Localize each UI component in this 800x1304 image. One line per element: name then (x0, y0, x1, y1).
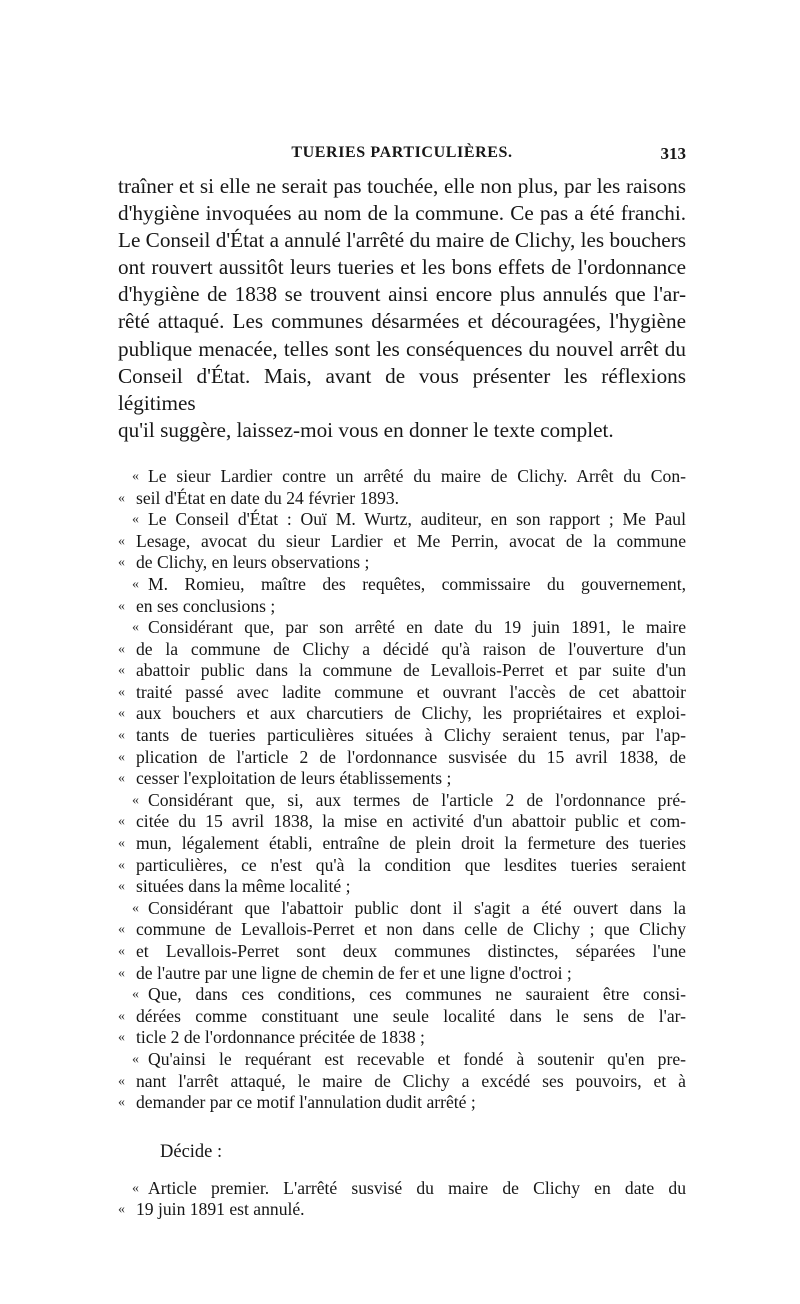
guillemet-mark: « (132, 468, 139, 484)
quote-line (118, 531, 686, 553)
guillemet-mark: « (118, 663, 125, 679)
quote-line-text: mun, légalement établi, entraîne de plein droit la fermeture des tueries (136, 833, 686, 854)
quote-line-text: Qu'ainsi le requérant est recevable et fondé à soutenir qu'en pre- (148, 1048, 686, 1069)
quote-line (118, 747, 686, 769)
guillemet-mark: « (118, 749, 125, 765)
quote-line-text: Article premier. L'arrêté susvisé du maire de Clichy en date du (148, 1177, 686, 1198)
quote-line (118, 941, 686, 963)
quote-line (118, 596, 686, 618)
guillemet-mark: « (132, 1180, 139, 1196)
running-head (118, 144, 686, 168)
quote-line-text: et Levallois-Perret sont deux communes distinctes, séparées l'une (136, 941, 686, 961)
quote-line-text: Le Conseil d'État : Ouï M. Wurtz, auditeur, en son rapport ; Me Paul (148, 509, 686, 530)
quote-line-text: seil d'État en date du 24 février 1893. (136, 487, 400, 508)
quote-line-text: traité passé avec ladite commune et ouvrant l'accès de cet abattoir (136, 681, 686, 702)
guillemet-mark: « (118, 836, 125, 852)
quote-line (118, 466, 686, 488)
quote-line (118, 833, 686, 855)
guillemet-mark: « (132, 1051, 139, 1067)
quote-line-text: plication de l'article 2 de l'ordonnance susvisée du 15 avril 1838, de (136, 746, 686, 767)
quote-line (118, 682, 686, 704)
quote-line (118, 1071, 686, 1093)
quote-line (118, 919, 686, 941)
running-title: TUERIES PARTICULIÈRES. (291, 144, 513, 161)
quote-line-text: de Clichy, en leurs observations ; (136, 552, 370, 573)
quote-line (118, 790, 686, 812)
guillemet-mark: « (118, 1030, 125, 1046)
quote-line (118, 725, 686, 747)
quote-line-text: Considérant que l'abattoir public dont il s'agit a été ouvert dans la (148, 897, 686, 918)
guillemet-mark: « (118, 1202, 125, 1218)
body-line: d'hygiène invoquées au nom de la commune. Ce pas a été franchi. (118, 201, 686, 226)
guillemet-mark: « (132, 512, 139, 528)
quote-line (118, 703, 686, 725)
guillemet-mark: « (118, 965, 125, 981)
guillemet-mark: « (118, 490, 125, 506)
quote-line-text: en ses conclusions ; (136, 595, 276, 616)
quote-line (118, 811, 686, 833)
quote-line (118, 488, 686, 510)
body-line: Conseil d'État. Mais, avant de vous présenter les réflexions légitimes (118, 363, 686, 415)
guillemet-mark: « (132, 900, 139, 916)
body-line: d'hygiène de 1838 se trouvent ainsi encore plus annulés que l'ar- (118, 282, 686, 307)
body-line: traîner et si elle ne serait pas touchée, elle non plus, par les raisons (118, 174, 686, 198)
quote-line-text: commune de Levallois-Perret et non dans celle de Clichy ; que Clichy (136, 919, 686, 940)
guillemet-mark: « (118, 555, 125, 571)
quote-line-text: Le sieur Lardier contre un arrêté du maire de Clichy. Arrêt du Con- (148, 465, 686, 486)
quote-line (118, 898, 686, 920)
quote-line-text: dérées comme constituant une seule localité dans le sens de l'ar- (136, 1005, 686, 1026)
guillemet-mark: « (132, 576, 139, 592)
guillemet-mark: « (118, 598, 125, 614)
body-paragraph (118, 173, 686, 444)
quote-line (118, 552, 686, 574)
quote-line (118, 768, 686, 790)
decision-quote (118, 466, 686, 1114)
guillemet-mark: « (118, 857, 125, 873)
body-line: qu'il suggère, laissez-moi vous en donner le texte complet. (118, 417, 614, 442)
guillemet-mark: « (118, 728, 125, 744)
quote-line-text: situées dans la même localité ; (136, 876, 351, 897)
quote-line (118, 1178, 686, 1200)
body-line: Le Conseil d'État a annulé l'arrêté du maire de Clichy, les bouchers (118, 228, 686, 253)
guillemet-mark: « (118, 1095, 125, 1111)
quote-line-text: tants de tueries particulières situées à Clichy seraient tenus, par l'ap- (136, 725, 686, 746)
quote-line-text: M. Romieu, maître des requêtes, commissaire du gouvernement, (148, 573, 686, 594)
quote-line (118, 855, 686, 877)
quote-line-text: particulières, ce n'est qu'à la condition que lesdites tueries seraient (136, 854, 686, 875)
quote-line-text: cesser l'exploitation de leurs établissements ; (136, 768, 452, 789)
quote-line (118, 1092, 686, 1114)
page-number: 313 (660, 144, 686, 163)
quote-line-text: ticle 2 de l'ordonnance précitée de 1838 ; (136, 1027, 425, 1048)
quote-line-text: nant l'arrêt attaqué, le maire de Clichy a excédé ses pouvoirs, et à (136, 1070, 686, 1091)
guillemet-mark: « (118, 814, 125, 830)
guillemet-mark: « (118, 1008, 125, 1024)
guillemet-mark: « (118, 684, 125, 700)
quote-line-text: citée du 15 avril 1838, la mise en activité d'un abattoir public et com- (136, 811, 686, 832)
quote-line (118, 1199, 686, 1221)
quote-line-text: demander par ce motif l'annulation dudit arrêté ; (136, 1092, 476, 1113)
guillemet-mark: « (118, 533, 125, 549)
body-line: ont rouvert aussitôt leurs tueries et les bons effets de l'ordonnance (118, 255, 686, 280)
quote-line-text: de la commune de Clichy a décidé qu'à raison de l'ouverture d'un (136, 638, 686, 659)
guillemet-mark: « (118, 771, 125, 787)
guillemet-mark: « (132, 620, 139, 636)
guillemet-mark: « (132, 792, 139, 808)
quote-line-text: Lesage, avocat du sieur Lardier et Me Perrin, avocat de la commune (136, 530, 686, 551)
article-quote (118, 1178, 686, 1221)
quote-line-text: abattoir public dans la commune de Levallois-Perret et par suite d'un (136, 660, 686, 681)
guillemet-mark: « (132, 987, 139, 1003)
text-block (118, 173, 686, 1221)
quote-line-text: Considérant que, si, aux termes de l'article 2 de l'ordonnance pré- (148, 789, 686, 810)
body-line: publique menacée, telles sont les conséquences du nouvel arrêt du (118, 336, 686, 361)
guillemet-mark: « (118, 922, 125, 938)
quote-line-text: 19 juin 1891 est annulé. (136, 1199, 305, 1220)
quote-line (118, 1027, 686, 1049)
quote-line (118, 1049, 686, 1071)
quote-line (118, 876, 686, 898)
quote-line (118, 984, 686, 1006)
quote-line-text: de l'autre par une ligne de chemin de fer et une ligne d'octroi ; (136, 962, 572, 983)
decide-heading: Décide : (160, 1141, 223, 1162)
quote-line (118, 639, 686, 661)
quote-line (118, 509, 686, 531)
quote-line (118, 617, 686, 639)
quote-line (118, 660, 686, 682)
guillemet-mark: « (118, 879, 125, 895)
guillemet-mark: « (118, 706, 125, 722)
quote-line (118, 574, 686, 596)
guillemet-mark: « (118, 641, 125, 657)
guillemet-mark: « (118, 944, 125, 959)
quote-line-text: Que, dans ces conditions, ces communes ne sauraient être consi- (148, 984, 686, 1005)
guillemet-mark: « (118, 1073, 125, 1089)
body-line: rêté attaqué. Les communes désarmées et découragées, l'hygiène (118, 309, 686, 334)
quote-line-text: aux bouchers et aux charcutiers de Clichy, les propriétaires et exploi- (136, 703, 686, 724)
quote-line (118, 1006, 686, 1028)
quote-line-text: Considérant que, par son arrêté en date du 19 juin 1891, le maire (148, 617, 686, 638)
quote-line (118, 963, 686, 985)
